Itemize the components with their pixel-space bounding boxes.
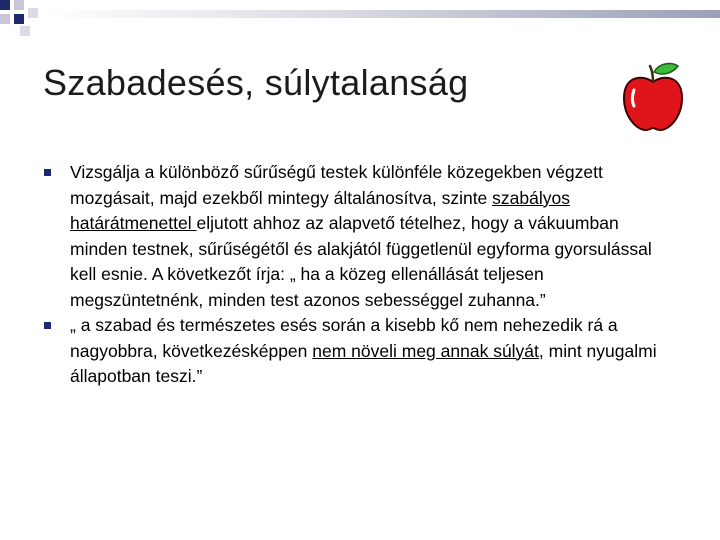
bullet-text: , mint nyugalmi állapotban teszi.” bbox=[70, 340, 657, 386]
bullet-text: „ a szabad és természetes esés során a kisebb kő nem nehezedik rá a nagyobbra, következésképpen bbox=[70, 315, 618, 361]
decor-square-navy bbox=[14, 14, 24, 24]
bullet-item bbox=[44, 313, 664, 390]
slide-title: Szabadesés, súlytalanság bbox=[43, 62, 469, 103]
bullet-item bbox=[44, 160, 664, 313]
decor-square-grey bbox=[0, 14, 10, 24]
bullet-marker bbox=[44, 322, 51, 329]
bullet-list bbox=[44, 160, 664, 390]
decor-square-grey bbox=[20, 26, 30, 36]
decor-square-grey bbox=[28, 8, 38, 18]
decor-square-grey bbox=[14, 0, 24, 10]
apple-icon bbox=[620, 60, 686, 132]
hyperlink-text[interactable]: nem növeli meg annak súlyát bbox=[312, 340, 539, 361]
bullet-text: Vizsgálja a különböző sűrűségű testek különféle közegekben végzett mozgásait, majd ezekből mintegy általánosítva, szinte bbox=[70, 162, 603, 208]
bullet-marker bbox=[44, 169, 51, 176]
hyperlink-text[interactable]: szabályos határátmenettel bbox=[70, 187, 570, 233]
decor-square-navy bbox=[0, 0, 10, 10]
header-gradient-bar bbox=[44, 10, 720, 18]
bullet-text: eljutott ahhoz az alapvető tételhez, hogy a vákuumban minden testnek, sűrűségétől és alakjától függetlenül egyforma gyorsulással kell esnie. A következőt írja: „ ha a közeg ellenállását teljesen megszüntetnénk, minden test azonos sebességgel zuhanna.” bbox=[70, 213, 652, 310]
